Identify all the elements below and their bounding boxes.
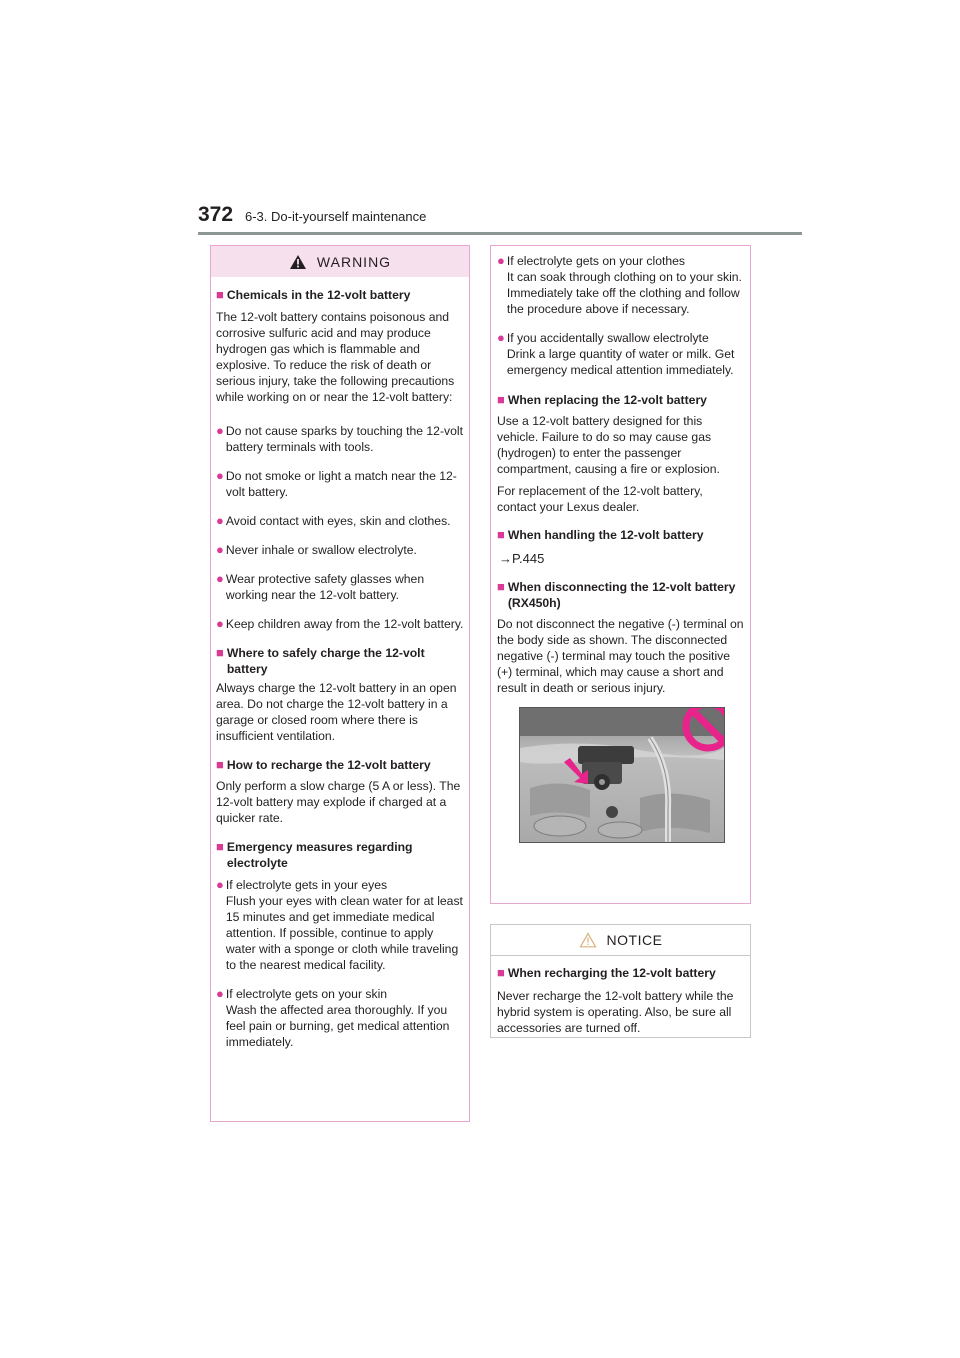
warning-box-left [210,245,470,1122]
page-number: 372 [198,203,234,226]
clothes-title: If electrolyte gets on your clothes [506,254,686,268]
battery-terminal-illustration [520,708,724,842]
circle-bullet-icon: ● [216,877,224,892]
warning-title: WARNING [316,253,392,270]
replacement-text: For replacement of the 12-volt battery, contact your Lexus dealer. [497,484,703,514]
chemicals-heading: ■ Chemicals in the 12-volt battery [216,287,411,302]
notice-text: Never recharge the 12-volt battery while the hybrid system is operating. Also, be sure all accessories are turned off. [497,989,734,1035]
list-item [497,330,745,378]
square-bullet-icon: ■ [497,527,505,542]
eyes-title: If electrolyte gets in your eyes [225,878,388,892]
warning-triangle-icon [289,254,307,270]
section-title: 6-3. Do-it-yourself maintenance [245,209,427,224]
battery-terminal-photo [519,707,725,843]
caution-triangle-icon [579,932,597,948]
list-item [216,877,464,973]
square-bullet-icon: ■ [497,392,505,407]
circle-bullet-icon: ● [216,423,224,438]
handling-heading: ■ When handling the 12-volt battery [497,527,704,542]
circle-bullet-icon: ● [216,513,224,528]
replacing-text: Use a 12-volt battery designed for this vehicle. Failure to do so may cause gas (hydrogen) to enter the passenger compartment, causing a fire or explosion. [497,414,720,476]
notice-heading: ■ When recharging the 12-volt battery [497,965,716,980]
warning-box-right [490,245,751,904]
circle-bullet-icon: ● [216,571,224,586]
disconnecting-heading: ■ When disconnecting the 12-volt battery (RX450h) [497,579,736,610]
swallow-title: If you accidentally swallow electrolyte [506,331,709,345]
square-bullet-icon: ■ [216,287,224,302]
swallow-text: Drink a large quantity of water or milk. Get emergency medical attention immediately. [506,347,735,377]
list-item: ● Do not smoke or light a match near the 12-volt battery. [216,468,457,499]
replacing-heading: ■ When replacing the 12-volt battery [497,392,707,407]
disconnecting-text: Do not disconnect the negative (-) terminal on the body side as shown. The disconnected negative (-) terminal may touch the positive (+) terminal, which may cause a short and result in death or serious injury. [497,617,744,695]
circle-bullet-icon: ● [216,986,224,1001]
circle-bullet-icon: ● [216,542,224,557]
skin-text: Wash the affected area thoroughly. If you feel pain or burning, get medical attention immediately. [225,1003,450,1049]
skin-title: If electrolyte gets on your skin [225,987,388,1001]
eyes-text: Flush your eyes with clean water for at least 15 minutes and get immediate medical attention. If possible, continue to apply water with a sponge or cloth while traveling to the nearest medical facility. [225,894,463,972]
notice-header [491,925,750,956]
charge-heading: ■ Where to safely charge the 12-volt battery [216,645,425,676]
warning-header [211,246,469,277]
square-bullet-icon: ■ [216,757,224,772]
circle-bullet-icon: ● [216,468,224,483]
circle-bullet-icon: ● [216,616,224,631]
square-bullet-icon: ■ [216,839,224,854]
recharge-text: Only perform a slow charge (5 A or less). The 12-volt battery may explode if charged at a quicker rate. [216,779,461,825]
header-rule [198,232,802,235]
recharge-heading: ■ How to recharge the 12-volt battery [216,757,431,772]
circle-bullet-icon: ● [497,330,505,345]
chemicals-text: The 12-volt battery contains poisonous and corrosive sulfuric acid and may produce hydrogen gas which is flammable and explosive. To reduce the risk of death or serious injury, take the following precautions while working on or near the 12-volt battery: [216,310,455,404]
list-item [216,986,464,1050]
list-item: ● Keep children away from the 12-volt battery. [216,616,464,631]
list-item: ● Do not cause sparks by touching the 12-volt battery terminals with tools. [216,423,463,454]
emergency-heading: ■ Emergency measures regarding electrolyte [216,839,413,870]
notice-box [490,924,751,1038]
square-bullet-icon: ■ [497,579,505,594]
list-item: ● Avoid contact with eyes, skin and clothes. [216,513,451,528]
clothes-text: It can soak through clothing on to your skin. Immediately take off the clothing and follow the procedure above if necessary. [506,270,742,316]
circle-bullet-icon: ● [497,253,505,268]
square-bullet-icon: ■ [497,965,505,980]
list-item: ● Never inhale or swallow electrolyte. [216,542,417,557]
list-item: ● Wear protective safety glasses when working near the 12-volt battery. [216,571,425,602]
charge-text: Always charge the 12-volt battery in an open area. Do not charge the 12-volt battery in a garage or closed room where there is insufficient ventilation. [216,681,457,743]
square-bullet-icon: ■ [216,645,224,660]
list-item [497,253,745,317]
handling-page-reference[interactable]: →P.445 [499,551,545,566]
notice-title: NOTICE [606,932,663,948]
